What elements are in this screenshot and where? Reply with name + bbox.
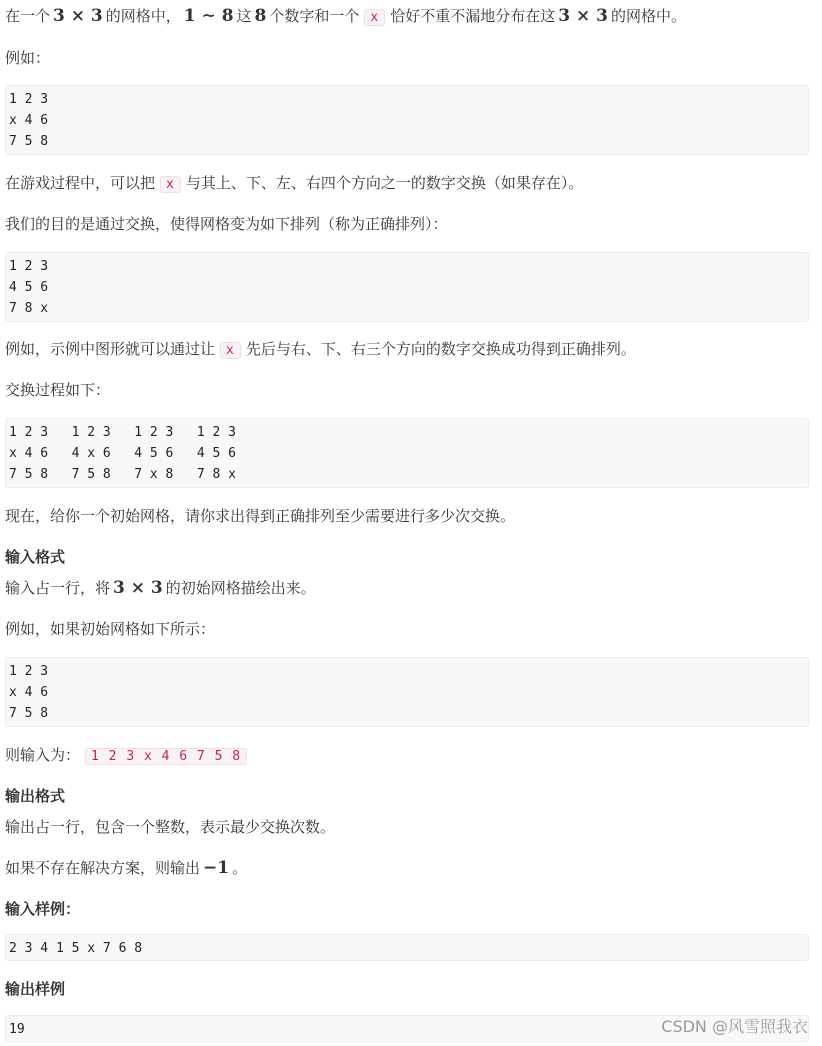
inline-code-x: x [160,176,181,193]
task-paragraph: 现在，给你一个初始网格，请你求出得到正确排列至少需要进行多少次交换。 [5,507,516,525]
math-3x3-second: 3 × 3 [558,6,608,26]
input-then-paragraph [5,744,252,768]
intro-text-6: 的网格中。 [611,7,687,25]
code-block-input-grid: 1 2 3 x 4 6 7 5 8 [5,657,809,727]
code-block-target-grid: 1 2 3 4 5 6 7 8 x [5,252,809,322]
input-format-heading: 输入格式 [5,548,66,566]
output-text-2: 。 [232,859,248,877]
input-then-text: 则输入为： [5,746,81,764]
intro-text-3: 这 [236,7,252,25]
input-text-2: 的初始网格描绘出来。 [165,579,316,597]
input-format-paragraph [5,577,316,599]
math-8: 8 [254,6,267,26]
csdn-watermark: CSDN @风雪照我衣 [661,1017,808,1036]
sample-input-heading: 输入样例： [5,900,81,918]
math-minus-one: −1 [203,858,230,878]
input-text-1: 输入占一行，将 [5,579,111,597]
inline-code-x: x [220,342,241,359]
math-3x3-input: 3 × 3 [113,578,163,598]
intro-text-5: 恰好不重不漏地分布在这 [390,7,556,25]
input-example-label: 例如，如果初始网格如下所示： [5,620,216,638]
intro-text-1: 在一个 [5,7,51,25]
code-block-sample-output: 19 [5,1015,809,1042]
game-paragraph [5,172,583,196]
example-label: 例如： [5,49,51,67]
process-label: 交换过程如下： [5,381,111,399]
code-block-process: 1 2 3 1 2 3 1 2 3 1 2 3 x 4 6 4 x 6 4 5 6 4 5 6 7 5 8 7 5 8 7 x 8 7 8 x [5,418,809,488]
math-1-to-8: 1 ∼ 8 [183,6,234,26]
demo-text-2: 先后与右、下、右三个方向的数字交换成功得到正确排列。 [245,340,636,358]
output-format-line1: 输出占一行，包含一个整数，表示最少交换次数。 [5,818,336,836]
sample-output-heading: 输出样例 [5,980,66,998]
output-text-1: 如果不存在解决方案，则输出 [5,859,201,877]
inline-code-input: 1 2 3 x 4 6 7 5 8 [85,748,247,765]
game-text-1: 在游戏过程中，可以把 [5,174,156,192]
goal-paragraph: 我们的目的是通过交换，使得网格变为如下排列（称为正确排列）： [5,215,448,233]
demo-text-1: 例如，示例中图形就可以通过让 [5,340,216,358]
demo-paragraph [5,338,636,362]
intro-text-2: 的网格中， [105,7,181,25]
game-text-2: 与其上、下、左、右四个方向之一的数字交换（如果存在）。 [185,174,584,192]
inline-code-x: x [364,9,385,26]
math-3x3: 3 × 3 [53,6,103,26]
output-format-heading: 输出格式 [5,787,66,805]
code-block-example-grid: 1 2 3 x 4 6 7 5 8 [5,85,809,155]
intro-paragraph [5,5,686,29]
intro-text-4: 个数字和一个 [269,7,360,25]
code-block-sample-input: 2 3 4 1 5 x 7 6 8 [5,934,809,961]
output-format-line2 [5,857,247,879]
